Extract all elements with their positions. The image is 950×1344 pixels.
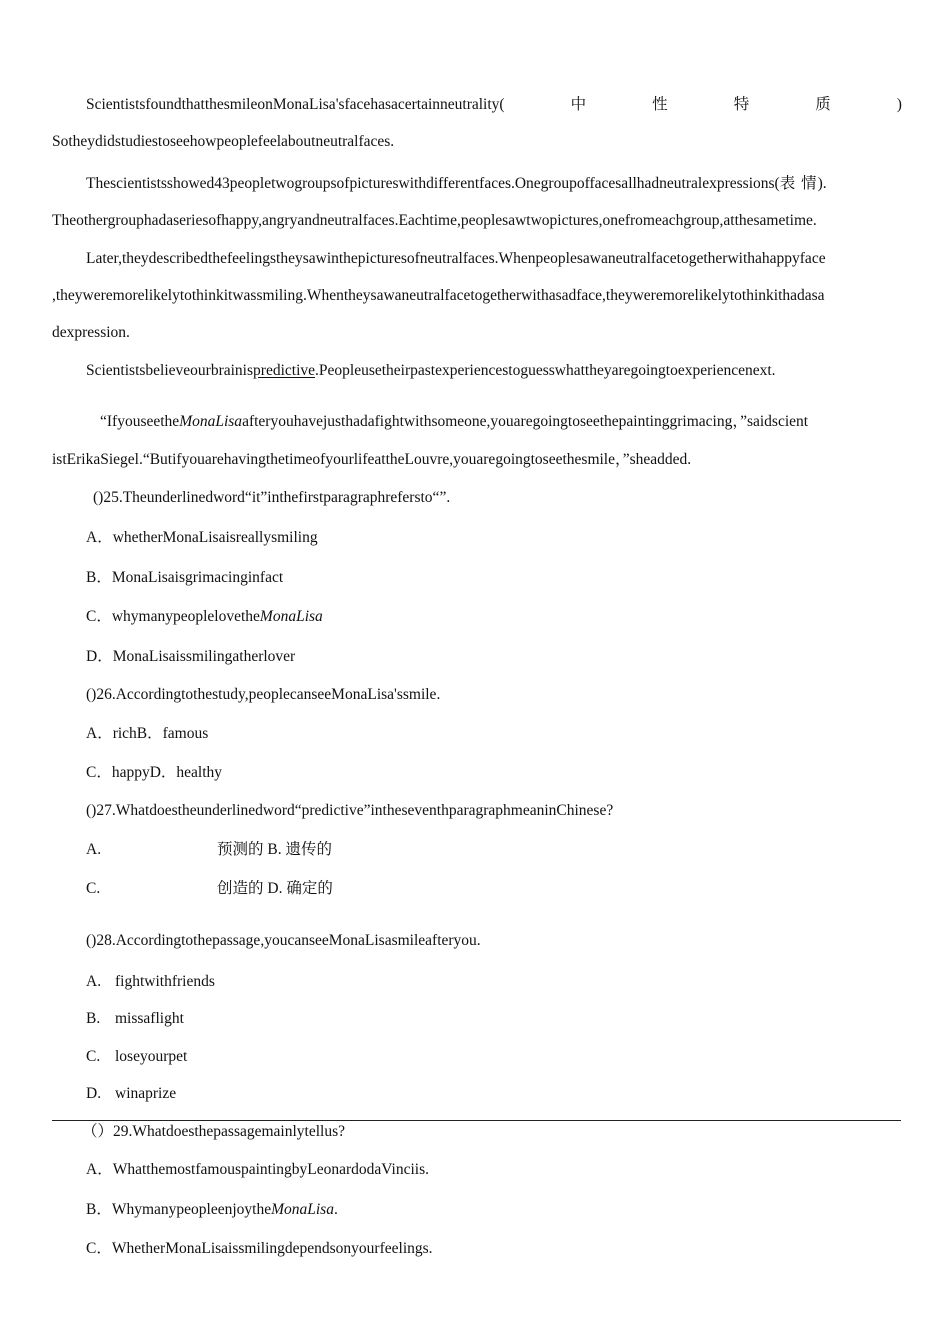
painting-title: MonaLisa bbox=[271, 1201, 334, 1218]
quote-text: afteryouhavejusthadafightwithsomeone,youaregoingtoseethepaintinggrimacing，”saidscient bbox=[242, 413, 809, 430]
option-label: D. bbox=[86, 1085, 102, 1102]
q27-options-ab bbox=[86, 840, 902, 860]
paragraph-3-line-1: Later,theydescribedthefeelingstheysawinthepicturesofneutralfaces.Whenpeoplesawaneutralfacetogetherwithahappyface bbox=[86, 250, 826, 267]
option-text: fightwithfriends bbox=[115, 973, 215, 990]
q29-option-a: A．WhatthemostfamouspaintingbyLeonardodaVinciis. bbox=[86, 1161, 430, 1178]
q25-option-c bbox=[86, 607, 902, 627]
paragraph-4-text: Scientistsbelieveourbrainis bbox=[86, 362, 254, 379]
option-text: 预测的 B. 遗传的 bbox=[217, 841, 332, 858]
paragraph-5-line-1 bbox=[100, 412, 902, 432]
q26-options-cd: C．happyD．healthy bbox=[86, 764, 223, 781]
paragraph-2-line-1 bbox=[86, 174, 902, 194]
option-text: C．whymanypeoplelovethe bbox=[86, 608, 260, 625]
q28-option-a bbox=[86, 972, 902, 992]
chinese-gloss-char: 质 bbox=[815, 96, 831, 113]
option-label: C. bbox=[86, 1048, 101, 1065]
option-label: C. bbox=[86, 880, 101, 897]
horizontal-divider bbox=[52, 1120, 901, 1121]
paragraph-1-line-2: Sotheydidstudiestoseehowpeoplefeelaboutneutralfaces. bbox=[52, 133, 395, 150]
option-text: . bbox=[333, 1201, 338, 1218]
question-26-stem: ()26.Accordingtothestudy,peoplecanseeMonaLisa'ssmile. bbox=[86, 686, 441, 703]
paragraph-4 bbox=[86, 361, 902, 381]
option-text: winaprize bbox=[115, 1085, 177, 1102]
q28-option-b bbox=[86, 1009, 902, 1029]
underlined-word-predictive: predictive bbox=[253, 362, 316, 379]
paragraph-1-text: ScientistsfoundthatthesmileonMonaLisa'sfacehasacertainneutrality( bbox=[86, 96, 505, 113]
q29-option-c: C．WhetherMonaLisaissmilingdependsonyourfeelings. bbox=[86, 1240, 433, 1257]
quote-text: “Ifyouseethe bbox=[100, 413, 180, 430]
option-text: 创造的 D. 确定的 bbox=[217, 880, 333, 897]
q25-option-a: A．whetherMonaLisaisreallysmiling bbox=[86, 529, 318, 546]
option-label: B. bbox=[86, 1010, 101, 1027]
painting-title: MonaLisa bbox=[259, 608, 323, 625]
chinese-gloss-char: 特 bbox=[733, 96, 750, 113]
question-29-stem: （）29.Whatdoesthepassagemainlytellus? bbox=[82, 1123, 346, 1140]
q28-option-d bbox=[86, 1084, 902, 1104]
option-text: B．Whymanypeopleenjoythe bbox=[86, 1201, 272, 1218]
option-label: A. bbox=[86, 841, 102, 858]
question-28-stem: ()28.Accordingtothepassage,youcanseeMonaLisasmileafteryou. bbox=[86, 932, 481, 949]
painting-title: MonaLisa bbox=[179, 413, 243, 430]
q25-option-b: B．MonaLisaisgrimacinginfact bbox=[86, 569, 284, 586]
q27-options-cd bbox=[86, 879, 902, 899]
paragraph-4-text: .Peopleusetheirpastexperiencestoguesswhattheyaregoingtoexperiencenext. bbox=[315, 362, 776, 379]
chinese-gloss-char: 中 bbox=[570, 96, 587, 113]
option-label: A. bbox=[86, 973, 102, 990]
paragraph-2-text: Thescientistsshowed43peopletwogroupsofpictureswithdifferentfaces.Onegroupoffacesallhadneutralexpressions( bbox=[86, 175, 780, 192]
paragraph-3-line-3: dexpression. bbox=[52, 324, 130, 341]
chinese-gloss: 表 情 bbox=[779, 175, 818, 192]
q25-option-d: D．MonaLisaissmilingatherlover bbox=[86, 648, 296, 665]
paragraph-1-line-1 bbox=[86, 95, 902, 115]
question-25-stem: ()25.Theunderlinedword“it”inthefirstparagraphrefersto“”. bbox=[93, 489, 451, 506]
closing-paren: ). bbox=[817, 175, 827, 192]
option-text: missaflight bbox=[115, 1010, 184, 1027]
closing-paren: ) bbox=[896, 96, 902, 113]
paragraph-5-line-2: istErikaSiegel.“ButifyouarehavingthetimeofyourlifeattheLouvre,youaregoingtoseethesmile，”sheadded. bbox=[52, 451, 692, 468]
option-text: loseyourpet bbox=[115, 1048, 188, 1065]
chinese-gloss-char: 性 bbox=[652, 96, 668, 113]
q26-options-ab: A．richB．famous bbox=[86, 725, 209, 742]
q29-option-b bbox=[86, 1200, 902, 1220]
paragraph-2-line-2: Theothergrouphadaseriesofhappy,angryandneutralfaces.Eachtime,peoplesawtwopictures,onefromeachgroup,atthesametime. bbox=[52, 212, 817, 229]
q28-option-c bbox=[86, 1047, 902, 1067]
question-27-stem: ()27.Whatdoestheunderlinedword“predictive”intheseventhparagraphmeaninChinese? bbox=[86, 802, 614, 819]
paragraph-3-line-2: ,theyweremorelikelytothinkitwassmiling.Whentheysawaneutralfacetogetherwithasadface,theyweremorelikelytothinkithadasa bbox=[52, 287, 825, 304]
